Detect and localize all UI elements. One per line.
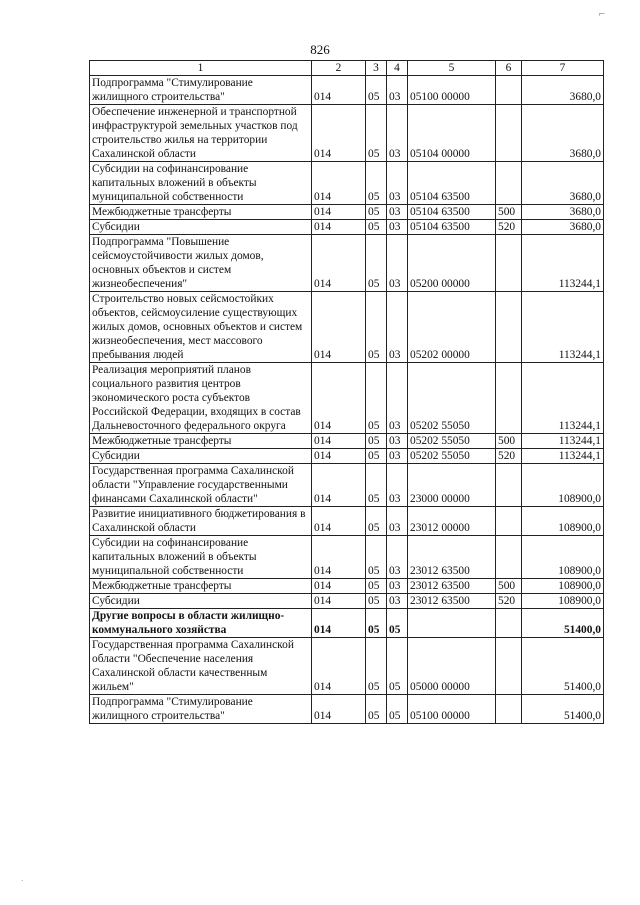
row-cell-c3: 05: [366, 536, 387, 579]
row-cell-c6: 500: [496, 205, 522, 220]
row-cell-c6: [496, 695, 522, 724]
page-number: 826: [310, 42, 330, 57]
row-cell-c2: 014: [312, 449, 366, 464]
row-cell-c4: 03: [387, 507, 408, 536]
row-cell-c4: 03: [387, 162, 408, 205]
row-cell-c7: 108900,0: [522, 464, 604, 507]
row-name-cell: Подпрограмма "Стимулирование жилищного строительства": [90, 76, 312, 105]
row-cell-c5: 23012 63500: [408, 579, 496, 594]
row-cell-c6: 520: [496, 449, 522, 464]
row-cell-c6: 500: [496, 579, 522, 594]
row-cell-c2: 014: [312, 609, 366, 638]
row-cell-c3: 05: [366, 695, 387, 724]
table-row: [90, 594, 604, 609]
row-cell-c6: 500: [496, 434, 522, 449]
row-cell-c5: 23012 63500: [408, 594, 496, 609]
row-cell-c3: 05: [366, 507, 387, 536]
row-cell-c3: 05: [366, 105, 387, 162]
row-name-cell: Развитие инициативного бюджетирования в Сахалинской области: [90, 507, 312, 536]
row-name-cell: Субсидии: [90, 449, 312, 464]
row-cell-c2: 014: [312, 536, 366, 579]
row-cell-c5: 05202 55050: [408, 434, 496, 449]
row-cell-c7: 113244,1: [522, 449, 604, 464]
row-name-cell: Реализация мероприятий планов социального развития центров экономического роста субъектов Российской Федерации, входящих в состав Дальневосточного федерального округа: [90, 363, 312, 434]
row-cell-c4: 03: [387, 536, 408, 579]
row-cell-c2: 014: [312, 507, 366, 536]
row-cell-c4: 05: [387, 638, 408, 695]
row-cell-c5: 05202 00000: [408, 292, 496, 363]
row-cell-c5: 05202 55050: [408, 449, 496, 464]
table-row: [90, 434, 604, 449]
table-row: [90, 162, 604, 205]
row-cell-c7: 3680,0: [522, 105, 604, 162]
row-cell-c5: 05100 00000: [408, 76, 496, 105]
row-cell-c6: [496, 609, 522, 638]
row-name-cell: Субсидии: [90, 220, 312, 235]
row-cell-c5: 05000 00000: [408, 638, 496, 695]
row-cell-c2: 014: [312, 76, 366, 105]
row-cell-c6: [496, 638, 522, 695]
row-cell-c6: [496, 235, 522, 292]
row-cell-c7: 108900,0: [522, 594, 604, 609]
row-name-cell: Межбюджетные трансферты: [90, 434, 312, 449]
table-row: [90, 464, 604, 507]
table-row: [90, 363, 604, 434]
table-row: [90, 609, 604, 638]
row-cell-c3: 05: [366, 292, 387, 363]
row-cell-c2: 014: [312, 205, 366, 220]
row-name-cell: Субсидии на софинансирование капитальных вложений в объекты муниципальной собственности: [90, 162, 312, 205]
row-name-cell: Подпрограмма "Стимулирование жилищного строительства": [90, 695, 312, 724]
row-cell-c6: [496, 363, 522, 434]
row-cell-c7: 51400,0: [522, 638, 604, 695]
row-cell-c5: 05104 63500: [408, 205, 496, 220]
row-name-cell: Субсидии: [90, 594, 312, 609]
table-header-row: [90, 61, 604, 76]
row-name-cell: Другие вопросы в области жилищно-коммунального хозяйства: [90, 609, 312, 638]
row-cell-c3: 05: [366, 579, 387, 594]
row-cell-c4: 03: [387, 292, 408, 363]
row-cell-c6: [496, 464, 522, 507]
budget-table: [89, 60, 604, 724]
row-cell-c3: 05: [366, 205, 387, 220]
row-cell-c5: [408, 609, 496, 638]
row-cell-c3: 05: [366, 162, 387, 205]
row-cell-c5: 05200 00000: [408, 235, 496, 292]
row-name-cell: Строительство новых сейсмостойких объектов, сейсмоусиление существующих жилых домов, основных объектов и систем жизнеобеспечения, мест массового пребывания людей: [90, 292, 312, 363]
row-cell-c2: 014: [312, 105, 366, 162]
row-cell-c3: 05: [366, 594, 387, 609]
table-row: [90, 220, 604, 235]
row-cell-c3: 05: [366, 220, 387, 235]
table-row: [90, 638, 604, 695]
row-cell-c4: 03: [387, 363, 408, 434]
row-cell-c4: 05: [387, 695, 408, 724]
scan-mark: ⌐: [598, 10, 606, 20]
row-cell-c2: 014: [312, 235, 366, 292]
table-row: [90, 579, 604, 594]
scan-mark: ˙: [20, 880, 25, 890]
table-row: [90, 536, 604, 579]
row-cell-c6: [496, 76, 522, 105]
row-cell-c7: 51400,0: [522, 609, 604, 638]
row-cell-c5: 05104 63500: [408, 162, 496, 205]
row-cell-c2: 014: [312, 220, 366, 235]
header-col-1: 1: [90, 61, 312, 76]
row-cell-c3: 05: [366, 363, 387, 434]
row-cell-c7: 3680,0: [522, 162, 604, 205]
row-cell-c2: 014: [312, 464, 366, 507]
header-col-2: 2: [312, 61, 366, 76]
row-cell-c5: 23012 63500: [408, 536, 496, 579]
row-cell-c5: 23000 00000: [408, 464, 496, 507]
row-cell-c2: 014: [312, 638, 366, 695]
header-col-3: 3: [366, 61, 387, 76]
row-cell-c2: 014: [312, 363, 366, 434]
row-cell-c4: 03: [387, 449, 408, 464]
row-cell-c4: 05: [387, 609, 408, 638]
row-cell-c5: 05202 55050: [408, 363, 496, 434]
row-cell-c2: 014: [312, 594, 366, 609]
row-cell-c4: 03: [387, 235, 408, 292]
row-name-cell: Подпрограмма "Повышение сейсмоустойчивости жилых домов, основных объектов и систем жизнеобеспечения": [90, 235, 312, 292]
row-cell-c7: 108900,0: [522, 507, 604, 536]
header-col-6: 6: [496, 61, 522, 76]
row-cell-c3: 05: [366, 235, 387, 292]
table-row: [90, 205, 604, 220]
row-cell-c3: 05: [366, 464, 387, 507]
row-cell-c5: 05100 00000: [408, 695, 496, 724]
row-cell-c4: 03: [387, 434, 408, 449]
row-name-cell: Межбюджетные трансферты: [90, 205, 312, 220]
row-cell-c6: [496, 536, 522, 579]
row-cell-c3: 05: [366, 638, 387, 695]
row-cell-c6: 520: [496, 220, 522, 235]
row-cell-c4: 03: [387, 76, 408, 105]
table-row: [90, 449, 604, 464]
row-cell-c4: 03: [387, 464, 408, 507]
table-row: [90, 507, 604, 536]
row-name-cell: Субсидии на софинансирование капитальных вложений в объекты муниципальной собственности: [90, 536, 312, 579]
row-cell-c7: 3680,0: [522, 205, 604, 220]
row-cell-c7: 113244,1: [522, 292, 604, 363]
row-cell-c5: 23012 00000: [408, 507, 496, 536]
row-cell-c7: 113244,1: [522, 235, 604, 292]
row-cell-c6: [496, 292, 522, 363]
row-cell-c7: 3680,0: [522, 76, 604, 105]
row-cell-c6: [496, 105, 522, 162]
header-col-4: 4: [387, 61, 408, 76]
row-cell-c4: 03: [387, 579, 408, 594]
row-name-cell: Обеспечение инженерной и транспортной инфраструктурой земельных участков под строительство жилья на территории Сахалинской области: [90, 105, 312, 162]
row-cell-c6: [496, 162, 522, 205]
table-row: [90, 76, 604, 105]
row-cell-c6: [496, 507, 522, 536]
header-col-7: 7: [522, 61, 604, 76]
row-cell-c2: 014: [312, 292, 366, 363]
row-cell-c4: 03: [387, 205, 408, 220]
table-row: [90, 235, 604, 292]
row-cell-c7: 108900,0: [522, 579, 604, 594]
row-name-cell: Государственная программа Сахалинской области "Управление государственными финансами Сахалинской области": [90, 464, 312, 507]
row-cell-c7: 113244,1: [522, 363, 604, 434]
row-cell-c4: 03: [387, 594, 408, 609]
row-cell-c7: 51400,0: [522, 695, 604, 724]
row-cell-c3: 05: [366, 609, 387, 638]
row-cell-c4: 03: [387, 105, 408, 162]
row-cell-c6: 520: [496, 594, 522, 609]
row-cell-c3: 05: [366, 434, 387, 449]
row-cell-c3: 05: [366, 449, 387, 464]
row-name-cell: Государственная программа Сахалинской области "Обеспечение населения Сахалинской области качественным жильем": [90, 638, 312, 695]
row-cell-c4: 03: [387, 220, 408, 235]
table-row: [90, 292, 604, 363]
row-cell-c5: 05104 00000: [408, 105, 496, 162]
row-cell-c2: 014: [312, 162, 366, 205]
row-cell-c7: 113244,1: [522, 434, 604, 449]
header-col-5: 5: [408, 61, 496, 76]
row-cell-c3: 05: [366, 76, 387, 105]
row-cell-c5: 05104 63500: [408, 220, 496, 235]
row-cell-c2: 014: [312, 695, 366, 724]
row-cell-c2: 014: [312, 434, 366, 449]
row-cell-c7: 108900,0: [522, 536, 604, 579]
table-row: [90, 695, 604, 724]
row-name-cell: Межбюджетные трансферты: [90, 579, 312, 594]
table-row: [90, 105, 604, 162]
row-cell-c2: 014: [312, 579, 366, 594]
row-cell-c7: 3680,0: [522, 220, 604, 235]
